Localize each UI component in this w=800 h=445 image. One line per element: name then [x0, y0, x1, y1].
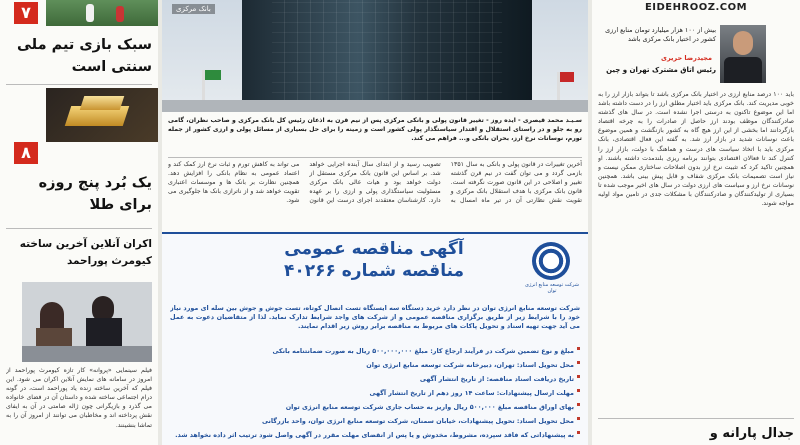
- story3-headline[interactable]: اکران آنلاین آخرین ساخته کیومرث پوراحمد: [19, 238, 152, 267]
- company-name: شرکت توسعه منابع انرژی توان: [525, 282, 579, 294]
- tender-number: مناقصه شماره ۴۰۲۶۶: [283, 261, 465, 281]
- author-name: مجیدرضا حریری: [660, 54, 712, 62]
- author-title: رئیس اتاق مشترک تهران و چین: [606, 66, 716, 74]
- lead-text: سـیـد محمد قیصری - ایده روز - تغییر قانون پولی و بانکی مرکزی پس از نیم قرن به اذعان رئیس کل بانک مرکزی و صاحب نظران، گامی رو به جلو و در راستای استقلال و اقتدار سیاستگذار پولی کشور است و زمینه را برای حل بسیاری از مسائل پولی و ارزی کشور از جمله تورم، نوسانات نرخ ارز، بحران بانکی و... فراهم می کند.: [168, 117, 582, 143]
- story3-photo: [22, 282, 152, 362]
- divider: [598, 418, 794, 419]
- photo-caption: بانک مرکزی: [172, 4, 215, 14]
- story2-number-badge: ٨: [14, 142, 38, 164]
- tender-item: مبلغ و نوع تضمین شرکت در فرآیند ارجاع کار: مبلغ ۵۰۰,۰۰۰,۰۰۰ ریال به صورت ضمانتنامه بانکی: [170, 344, 580, 358]
- tender-items: [170, 344, 580, 445]
- opinion-summary: بیش از ۱۰۰ هزار میلیارد تومان منابع ارزی کشور در اختیار بانک مرکزی باشد: [605, 26, 716, 43]
- story2-image: [46, 88, 158, 142]
- bank-building-photo: [162, 0, 588, 112]
- story2-headline[interactable]: یک بُرد پنج روزه برای طلا: [38, 175, 152, 213]
- center-column: [162, 0, 588, 445]
- opinion-body: باید ۱۰۰ درصد منابع ارزی در اختیار بانک مرکزی باشد تا بتواند بازار ارز را به خوبی مدیریت کند. بانک مرکزی باید اختیار مطلق ارز را در دست داشته باشد اما این موضوع تاکنون به درستی اجرا نشده است. در سال های گذشته صادرکنندگان موظف بودند ارز حاصل از صادرات را به چرخه اقتصاد بازگردانند اما بخشی از این ارز هیچ گاه به کشور بازنگشت و همین موضوع باعث نوسانات شدید در بازار ارز شد. به گفته این فعال اقتصادی، بانک مرکزی باید با اتخاذ سیاست های درست و هماهنگ با دولت، بازار ارز را کنترل کند تا فعالان اقتصادی بتوانند برنامه ریزی بلندمدت داشته باشند. او همچنین تاکید کرد که تثبیت نرخ ارز بدون اصلاحات ساختاری ممکن نیست و نیاز است تصمیمات بانک مرکزی شفاف و قابل پیش بینی باشد. همچنین نوسانات نرخ ارز و سیاست های ارزی دولت در سال های اخیر موجب شده تا بسیاری از تولیدکنندگان و صادرکنندگان با مشکلات جدی در تامین مواد اولیه مواجه شوند.: [598, 91, 794, 208]
- divider: [6, 228, 152, 229]
- tender-item: به پیشنهاداتی که فاقد سپرده، مشروط، مخدوش و یا پس از انقضای مهلت مقرر در آگهی واصل شود ترتیب اثر داده نخواهد شد.: [170, 428, 580, 442]
- story1-image: [46, 0, 158, 26]
- body-text: آخرین تغییرات در قانون پولی و بانکی به سال ۱۳۵۱ بازمی گردد و می توان گفت در نیم قرن گذشته تغییر و اصلاحی در این قانون صورت نگرفته است. قانون بانک مرکزی با هدف استقلال بانک مرکزی و تقویت نقش نظارتی آن در تیر ماه امسال به تصویب رسید و از ابتدای سال آینده اجرایی خواهد شد. بر اساس این قانون بانک مرکزی مستقل از دولت خواهد بود و هیات عالی بانک مرکزی مسئولیت سیاستگذاری پولی و ارزی را بر عهده دارد. کارشناسان معتقدند اجرای درست این قانون می تواند به کاهش تورم و ثبات نرخ ارز کمک کند و اعتماد عمومی به نظام بانکی را افزایش دهد. همچنین نظارت بر بانک ها و موسسات اعتباری تقویت خواهد شد و از ناترازی بانک ها جلوگیری می شود.: [168, 161, 582, 205]
- divider: [6, 84, 152, 85]
- tender-item: تاریخ دریافت اسناد مناقصه: از تاریخ انتشار آگهی: [170, 372, 580, 386]
- tender-ad: [162, 232, 588, 445]
- bottom-headline[interactable]: جدال پارانه و: [709, 426, 794, 441]
- right-column: [592, 0, 800, 445]
- tender-item: محل تحویل اسناد: تحویل پیشنهادات، خیابان سمنان، شرکت توسعه منابع انرژی توان، واحد بازرگانی: [170, 414, 580, 428]
- story1-headline[interactable]: سبک بازی تیم ملی سنتی است: [17, 37, 152, 75]
- tender-item: محل تحویل اسناد: تهران، دبیرخانه شرکت توسعه منابع انرژی توان: [170, 358, 580, 372]
- company-logo: [532, 242, 570, 280]
- tender-intro: شرکت توسعه منابع انرژی توان در نظر دارد خرید دستگاه سه ایستگاه تست اتصال کوتاه، تست جوش و جوش بین سله ای مورد نیاز خود را با شرایط زیر از طریق برگزاری مناقصه عمومی و از شرکت های واجد شرایط تدارک نماید. لذا از متقاضیان دعوت به عمل می آید جهت تهیه اسناد و تحویل پاکات های مربوط به مناقصه برابر روش زیر اقدام نمایند.: [170, 304, 580, 331]
- story3-body: فیلم سینمایی «پروانه» کار تازه کیومرث پوراحمد از امروز در سامانه های نمایش آنلاین اکران می شود. این فیلم که آخرین ساخته زنده یاد پوراحمد است، در گونه درام اجتماعی ساخته شده و داستان آن در فضای خانواده می گذرد و بازیگرانی چون ژاله صامتی در آن به ایفای نقش پرداخته اند و مخاطبان می توانند از امروز آن را به تماشا بنشینند.: [6, 367, 152, 429]
- tender-item: بهای اوراق مناقصه مبلغ ۵۰۰,۰۰۰ ریال واریز به حساب جاری شرکت توسعه منابع انرژی توان: [170, 400, 580, 414]
- story1-number-badge: ٧: [14, 2, 38, 24]
- author-photo: [720, 25, 766, 83]
- divider: [168, 157, 582, 158]
- site-url[interactable]: EIDEHROOZ.COM: [644, 2, 748, 13]
- left-column: [0, 0, 158, 445]
- tender-item: مهلت ارسال پیشنهادات: ساعت ۱۴ روز دهم از تاریخ انتشار آگهی: [170, 386, 580, 400]
- tender-title: آگهی مناقصه عمومی: [284, 239, 464, 259]
